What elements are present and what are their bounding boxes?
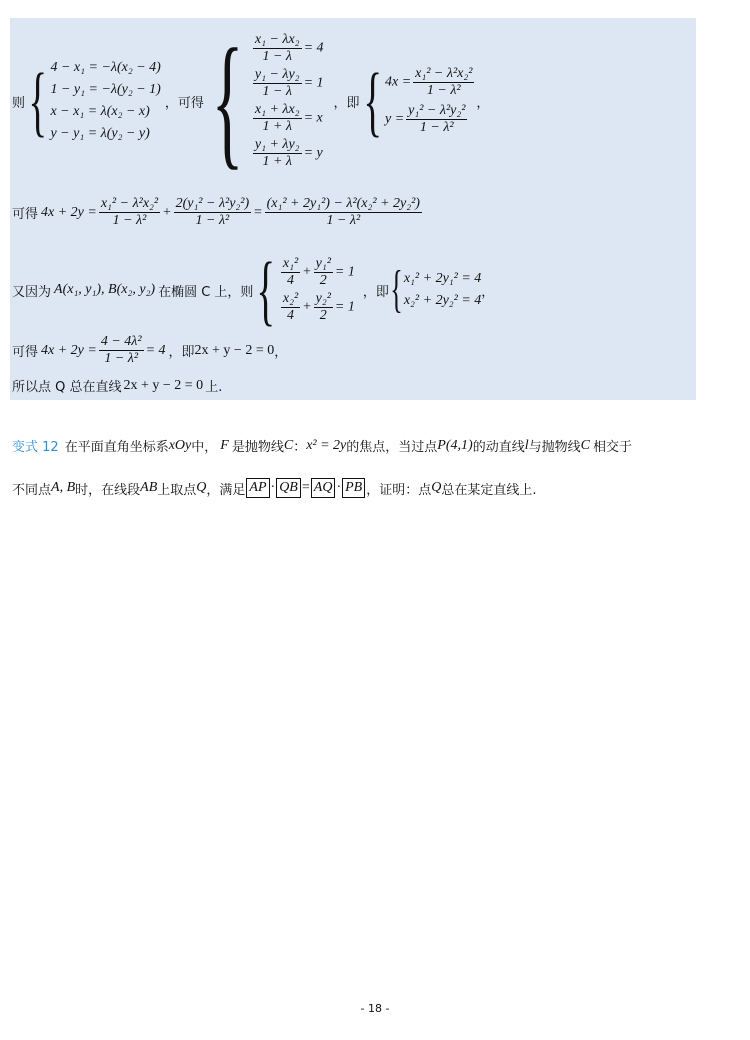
plus: + [162, 204, 172, 220]
lhs: 4x + 2y = [41, 204, 97, 220]
system-b [389, 261, 482, 318]
var-c: C [580, 437, 590, 453]
denominator: 4 [287, 308, 295, 323]
dot: · [270, 480, 276, 495]
var-xoy: xOy [168, 437, 192, 453]
sys1-line: 4 − x₁ = −λ(x₂ − 4) [50, 60, 161, 75]
dot: · [336, 480, 342, 495]
denominator: 1 − λ² [326, 213, 361, 228]
problem-text: 不同点 [12, 482, 52, 498]
problem-label: 变式 12 [12, 440, 59, 455]
var-f: F [220, 437, 229, 453]
left-brace-icon: { [256, 246, 276, 333]
denominator: 1 − λ [262, 49, 292, 64]
ji-text: ，即 [362, 284, 389, 300]
system-1 [25, 57, 161, 145]
problem-text: ，证明：点 [366, 482, 432, 498]
system-block-1 [12, 19, 490, 183]
denominator: 1 − λ² [419, 120, 454, 135]
parabola-equation: x² = 2y [306, 437, 347, 453]
denominator: 1 − λ² [112, 213, 147, 228]
left-brace-icon: { [390, 261, 403, 318]
sys1-line: x − x₁ = λ(x₂ − x) [50, 104, 150, 119]
kede-text: ，可得 [164, 95, 204, 111]
sys1-line: y − y₁ = λ(y₂ − y) [50, 126, 150, 141]
denominator: 1 − λ [262, 84, 292, 99]
denominator: 1 − λ² [104, 351, 139, 366]
numerator: (x₁² + 2y₁²) − λ²(x₂² + 2y₂²) [266, 196, 420, 211]
ji-text: ，即 [333, 95, 360, 111]
fraction [99, 334, 144, 367]
numerator: x₁ + λx₂ [254, 102, 300, 117]
vector-aq: AQ [311, 478, 336, 498]
left-brace-icon: { [28, 57, 48, 144]
rhs: = 1 [334, 299, 355, 315]
point-q: Q [431, 480, 442, 495]
system-a: { $\frac{\text{x₁²}}{4}$ + $\frac{\text{y₁²}}{2}$ = 1 $\frac{\text{x₂²}}{4}$ + $\frac{\text{y₂²}}{2}$ = 1 [256, 246, 355, 333]
rhs: = 1 [334, 264, 355, 280]
vector-ap: AP [246, 478, 269, 498]
sum-equation [12, 196, 424, 229]
rhs: = 1 [303, 75, 324, 91]
line-equation: 2x + y − 2 = 0 [194, 342, 275, 358]
points: A(x₁, y₁), B(x₂, y₂) [54, 282, 156, 297]
denominator: 1 + λ [262, 119, 292, 134]
denominator: 1 − λ² [195, 213, 230, 228]
denominator: 4 [287, 273, 295, 288]
problem-text: 的动直线 [472, 440, 525, 455]
rhs: = x [303, 110, 323, 126]
problem-text: 与抛物线 [528, 440, 581, 455]
fraction-1 [99, 196, 160, 229]
sys1-line: 1 − y₁ = −λ(y₂ − 1) [50, 82, 161, 97]
denominator: 2 [319, 308, 327, 323]
numerator: x₁² [282, 256, 299, 271]
ji-text: ，即 [168, 345, 195, 360]
comma: ， [481, 284, 495, 300]
comma: ， [274, 345, 288, 360]
prefix-text: 又因为 [12, 284, 52, 300]
denominator: 1 + λ [262, 154, 292, 169]
rhs: = 4 [303, 40, 324, 56]
numerator: y₁² [315, 256, 331, 271]
problem-text: 相交于 [592, 440, 632, 455]
problem-text: ，满足 [206, 482, 246, 498]
numerator: x₁² − λ²x₂² [415, 66, 473, 81]
system-2 [204, 19, 324, 183]
problem-line-2 [12, 478, 537, 498]
comma: ， [476, 95, 490, 111]
ellipse-condition [12, 246, 495, 333]
problem-text: ： [293, 440, 307, 455]
sysb-line: x₂² + 2y₂² = 4 [403, 293, 482, 308]
numerator: y₁² − λ²y₂² [408, 103, 466, 118]
vector-qb: QB [276, 478, 301, 498]
tail-text: 上. [205, 380, 223, 395]
left-brace-icon: { [362, 57, 382, 144]
points-ab: A, B [51, 480, 76, 495]
page-number: - 18 - [360, 1002, 390, 1015]
numerator: y₂² [315, 291, 331, 306]
problem-text: 中， [191, 440, 218, 455]
kede-text: 可得 [12, 207, 39, 222]
lhs: y = [384, 111, 405, 127]
line-equation: 2x + y − 2 = 0 [123, 377, 204, 393]
system-3 [360, 57, 477, 144]
point-p: P(4,1) [437, 437, 473, 453]
fraction-2 [174, 196, 252, 229]
numerator: 4 − 4λ² [100, 334, 142, 349]
numerator: x₁² − λ²x₂² [100, 196, 159, 211]
numerator: x₂² [282, 291, 299, 306]
result-equation [12, 334, 287, 367]
problem-text: 的焦点，当过点 [346, 440, 438, 455]
lhs: 4x + 2y = [41, 342, 97, 358]
numerator: y₁ + λy₂ [254, 137, 300, 152]
point-q: Q [196, 480, 207, 495]
numerator: x₁ − λx₂ [254, 32, 300, 47]
problem-text: 上取点 [157, 482, 197, 498]
segment-ab: AB [140, 480, 158, 495]
denominator: 1 − λ² [426, 83, 461, 98]
var-c: C [283, 437, 294, 453]
fraction-3 [265, 196, 422, 229]
problem-text: 时，在线段 [75, 482, 141, 498]
conclusion-text: 所以点 Q 总在直线 [12, 380, 122, 395]
equals: = [301, 480, 310, 495]
problem-text: 总在某定直线上. [441, 482, 537, 498]
problem-line-1 [12, 436, 632, 455]
left-brace-icon: { [211, 19, 244, 183]
equals: = [253, 204, 263, 220]
numerator: y₁ − λy₂ [254, 67, 300, 82]
ze-text: 则 [12, 95, 26, 111]
problem-text: 是抛物线 [231, 440, 284, 455]
lhs: 4x = [384, 74, 412, 90]
vector-pb: PB [342, 478, 365, 498]
denominator: 2 [319, 273, 327, 288]
mid-text: 在椭圆 C 上，则 [158, 284, 254, 300]
numerator: 2(y₁² − λ²y₂²) [175, 196, 250, 211]
problem-text: 在平面直角坐标系 [64, 440, 169, 455]
var-l: l [524, 437, 529, 453]
sysb-line: x₁² + 2y₁² = 4 [403, 271, 482, 286]
conclusion [12, 376, 222, 395]
rhs: = y [303, 145, 323, 161]
kede-text: 可得 [12, 345, 39, 360]
rhs: = 4 [145, 342, 166, 358]
